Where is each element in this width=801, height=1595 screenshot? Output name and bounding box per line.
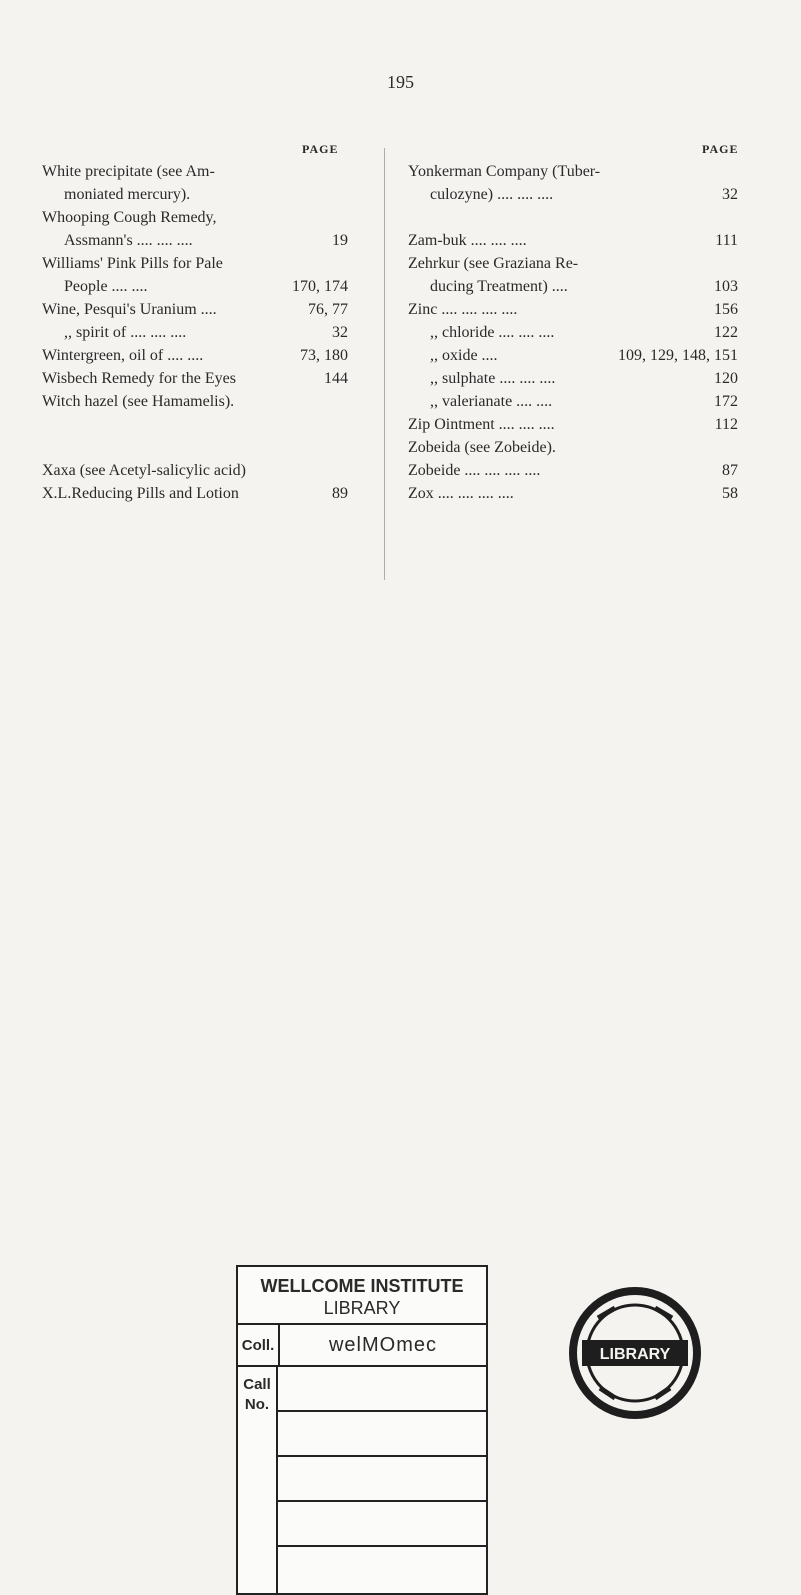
call-label-line1: Call [243, 1376, 271, 1393]
index-entry [42, 436, 348, 459]
stamp-header [238, 1267, 486, 1325]
index-entry-text: Zip Ointment .... .... .... [408, 416, 555, 433]
index-entry-text: Zehrkur (see Graziana Re- [408, 255, 579, 272]
index-entry-text: Yonkerman Company (Tuber- [408, 163, 601, 180]
index-entry-text: Zam-buk .... .... .... [408, 232, 527, 249]
index-entry-text: Assmann's .... .... .... [64, 232, 193, 249]
right-page-label: PAGE [702, 142, 739, 156]
index-entry-text: Wine, Pesqui's Uranium .... [42, 301, 217, 318]
index-entry-text: Wisbech Remedy for the Eyes [42, 370, 236, 387]
index-entry [408, 298, 738, 321]
index-entry [408, 206, 738, 229]
index-entry [42, 206, 348, 229]
index-entry [42, 160, 348, 183]
stamp-coll-row [238, 1325, 486, 1367]
index-entry-page: 103 [710, 275, 738, 298]
index-entry-page: 73, 180 [296, 344, 348, 367]
index-entry-page: 120 [710, 367, 738, 390]
stamp-subtitle: LIBRARY [323, 1298, 401, 1318]
index-entry [42, 459, 348, 482]
index-entry-text: X.L.Reducing Pills and Lotion [42, 485, 239, 502]
index-entry-text: Williams' Pink Pills for Pale [42, 255, 223, 272]
index-entry-page: 87 [718, 459, 738, 482]
index-entry-text: culozyne) .... .... .... [430, 186, 554, 203]
index-entry-page: 32 [718, 183, 738, 206]
index-entry-text: Witch hazel (see Hamamelis). [42, 393, 235, 410]
index-entry [42, 482, 348, 505]
library-seal-icon [560, 1278, 710, 1428]
index-entry-text: Zobeide .... .... .... .... [408, 462, 541, 479]
index-entry-page: 109, 129, 148, 151 [614, 344, 738, 367]
index-entry-text: Whooping Cough Remedy, [42, 209, 217, 226]
index-entry [42, 229, 348, 252]
index-entry-text: Wintergreen, oil of .... .... [42, 347, 204, 364]
index-entry-page: 76, 77 [304, 298, 348, 321]
index-entry [408, 390, 738, 413]
index-entry-page: 170, 174 [288, 275, 348, 298]
index-entry-text: ,, oxide .... [430, 347, 498, 364]
index-entry [42, 344, 348, 367]
index-right-column [408, 160, 738, 505]
index-entry [42, 321, 348, 344]
seal-text: LIBRARY [599, 1346, 671, 1363]
index-entry-page: 112 [711, 413, 738, 436]
index-entry [42, 298, 348, 321]
index-entry-text: ducing Treatment) .... [430, 278, 568, 295]
coll-label: Coll. [238, 1325, 280, 1365]
index-entry-text: ,, spirit of .... .... .... [64, 324, 187, 341]
index-entry [408, 413, 738, 436]
index-entry-text: White precipitate (see Am- [42, 163, 215, 180]
call-label-line2: No. [244, 1396, 270, 1413]
index-entry [408, 183, 738, 206]
index-entry [42, 252, 348, 275]
index-entry [408, 436, 738, 459]
index-entry [42, 413, 348, 436]
index-entry-page: 58 [718, 482, 738, 505]
call-number-line [278, 1412, 486, 1457]
index-entry-text: Xaxa (see Acetyl-salicylic acid) [42, 462, 246, 479]
index-entry-page: 111 [711, 229, 738, 252]
coll-value: welMOmec [328, 1333, 437, 1356]
index-entry-text: moniated mercury). [64, 186, 191, 203]
index-entry-page: 156 [710, 298, 738, 321]
index-entry [408, 482, 738, 505]
call-label [238, 1367, 278, 1593]
call-number-line [278, 1457, 486, 1502]
index-entry-text: Zox .... .... .... .... [408, 485, 514, 502]
stamp-title: WELLCOME INSTITUTE [260, 1276, 464, 1296]
index-entry-page: 144 [320, 367, 348, 390]
index-entry [408, 160, 738, 183]
index-entry [42, 390, 348, 413]
index-entry-text: People .... .... [64, 278, 148, 295]
call-number-line [278, 1502, 486, 1547]
index-entry [408, 321, 738, 344]
index-entry-text: ,, chloride .... .... .... [430, 324, 555, 341]
index-entry-text: ,, sulphate .... .... .... [430, 370, 556, 387]
library-stamp [236, 1265, 488, 1595]
index-entry [42, 183, 348, 206]
index-entry [408, 275, 738, 298]
index-entry-text: ,, valerianate .... .... [430, 393, 553, 410]
index-entry-page: 172 [710, 390, 738, 413]
index-entry-page: 122 [710, 321, 738, 344]
index-entry [408, 367, 738, 390]
index-entry-text: Zinc .... .... .... .... [408, 301, 518, 318]
call-number-lines [278, 1367, 486, 1593]
call-number-line [278, 1367, 486, 1412]
index-entry [408, 252, 738, 275]
index-entry-text: Zobeida (see Zobeide). [408, 439, 556, 456]
index-entry [408, 344, 738, 367]
index-entry-page: 89 [328, 482, 348, 505]
call-number-line [278, 1547, 486, 1590]
left-page-label: PAGE [302, 142, 339, 156]
index-left-column [42, 160, 348, 505]
page-number: 195 [387, 72, 414, 92]
index-entry [408, 459, 738, 482]
index-entry-page: 19 [328, 229, 348, 252]
stamp-call-body [238, 1367, 486, 1593]
index-entry [42, 275, 348, 298]
column-divider [384, 148, 385, 580]
index-entry [42, 367, 348, 390]
index-entry-page: 32 [328, 321, 348, 344]
index-entry [408, 229, 738, 252]
